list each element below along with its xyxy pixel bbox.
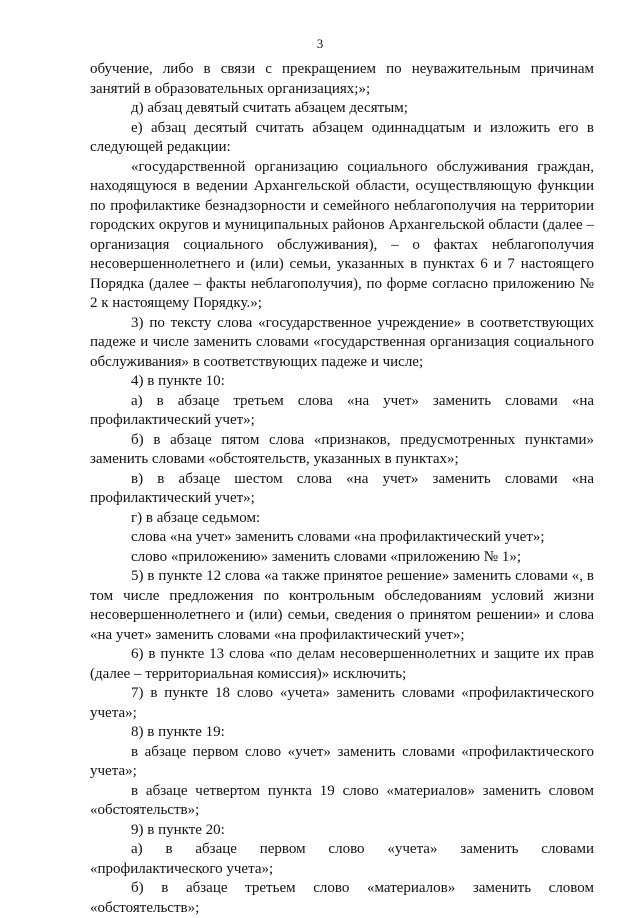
paragraph: 8) в пункте 19:	[131, 724, 225, 740]
paragraph: е) абзац десятый считать абзацем одиннадцатым и изложить его в следующей редакции:	[90, 119, 594, 155]
page-number: 3	[316, 36, 324, 51]
paragraph: д) абзац девятый считать абзацем десятым;	[131, 100, 408, 116]
paragraph: 3) по тексту слова «государственное учреждение» в соответствующих падеже и числе заменить словами «государственная организация социального обслуживания» в соответствующих падеже и числе;	[90, 314, 594, 370]
paragraph: «государственной организацию социального обслуживания граждан, находящуюся в ведении Архангельской области, осуществляющую функции по профилактике безнадзорности и семейного неблагополучия на территории городских округов и муниципальных районов Архангельской области (далее – организация социального обслуживания), – о фактах неблагополучия несовершеннолетнего и (или) семьи, указанных в пунктах 6 и 7 настоящего Порядка (далее – факты неблагополучия), по форме согласно приложению № 2 к настоящему Порядку.»;	[90, 158, 594, 311]
paragraph: 5) в пункте 12 слова «а также принятое решение» заменить словами «, в том числе предложения по контрольным обследованиям условий жизни несовершеннолетнего и (или) семьи, сведения о принятом решении» и слова «на учет» заменить словами «на профилактический учет»;	[90, 568, 594, 643]
paragraph: а) в абзаце третьем слова «на учет» заменить словами «на профилактический учет»;	[90, 392, 594, 428]
paragraph: б) в абзаце пятом слова «признаков, предусмотренных пунктами» заменить словами «обстоятельств, указанных в пунктах»;	[90, 431, 594, 467]
paragraph: в абзаце первом слово «учет» заменить словами «профилактического учета»;	[90, 743, 594, 779]
paragraph: 4) в пункте 10:	[131, 373, 225, 389]
paragraph-continuation: обучение, либо в связи с прекращением по неуважительным причинам занятий в образовательных организациях;»;	[90, 61, 594, 97]
paragraph: а) в абзаце первом слово «учета» заменить словами «профилактического учета»;	[90, 841, 594, 877]
paragraph: в абзаце четвертом пункта 19 слово «материалов» заменить словом «обстоятельств»;	[90, 782, 594, 818]
paragraph: б) в абзаце третьем слово «материалов» заменить словом «обстоятельств»;	[90, 880, 594, 916]
paragraph: слова «на учет» заменить словами «на профилактический учет»;	[131, 529, 545, 545]
paragraph: слово «приложению» заменить словами «приложению № 1»;	[131, 548, 521, 565]
document-body	[90, 60, 594, 918]
paragraph: в) в абзаце шестом слова «на учет» заменить словами «на профилактический учет»;	[90, 470, 594, 506]
paragraph: г) в абзаце седьмом:	[131, 509, 261, 526]
paragraph: 7) в пункте 18 слово «учета» заменить словами «профилактического учета»;	[90, 685, 594, 721]
paragraph: 6) в пункте 13 слова «по делам несовершеннолетних и защите их прав (далее – территориальная комиссия)» исключить;	[90, 646, 594, 682]
paragraph: 9) в пункте 20:	[131, 821, 225, 838]
